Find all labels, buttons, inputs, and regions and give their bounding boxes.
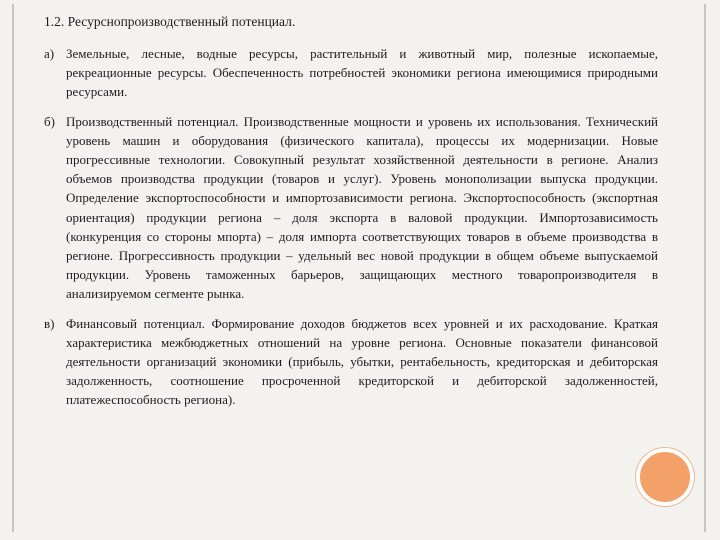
list-item-text: Земельные, лесные, водные ресурсы, растительный и животный мир, полезные ископаемые, рекреационные ресурсы. Обеспеченность потребностей экономики региона имеющимися природными ресурсами. xyxy=(66,46,658,100)
list-item-natural-resources xyxy=(44,44,658,102)
list-marker: б) xyxy=(44,113,55,129)
list-marker: в) xyxy=(44,315,55,331)
list-marker: а) xyxy=(44,46,55,61)
list-item-text: Финансовый потенциал. Формирование доходов бюджетов всех уровней и их расходование. Краткая характеристика межбюджетных отношений на уровне региона. Основные показатели финансовой деятельности организаций экономики (прибыль, убытки, рентабельность, кредиторская и дебиторская задолженность, соотношение просроченной кредиторской и дебиторской задолженностей, платежеспособность региона). xyxy=(66,315,658,408)
section-title: 1.2. Ресурснопроизводственный потенциал. xyxy=(44,14,296,29)
slide-content xyxy=(44,12,658,420)
list-item-production-potential xyxy=(44,112,658,304)
decorative-circle xyxy=(636,448,694,506)
list-item-text: Производственный потенциал. Производственные мощности и уровень их использования. Технический уровень машин и оборудования (физического капитала), процессы их модернизации. Новые прогрессивные технологии. Совокупный результат хозяйственной деятельности в регионе. Анализ объемов производства продукции (товаров и услуг). Уровень монополизации выпуска продукции. Определение экспортоспособности и импортозависимости региона. Экспортоспособность (экспортная ориентация) продукции региона – доля экспорта в валовой продукции. Импортозависимость (конкуренция со стороны мпорта) – доля импорта соответствующих товаров в объеме производства в регионе. Прогрессивность продукции – удельный вес новой продукции в общем объеме выпускаемой продукции. Уровень таможенных барьеров, защищающих местного товаропроизводителя в анализируемом сегменте рынка. xyxy=(66,113,658,302)
list-item-financial-potential xyxy=(44,314,658,410)
